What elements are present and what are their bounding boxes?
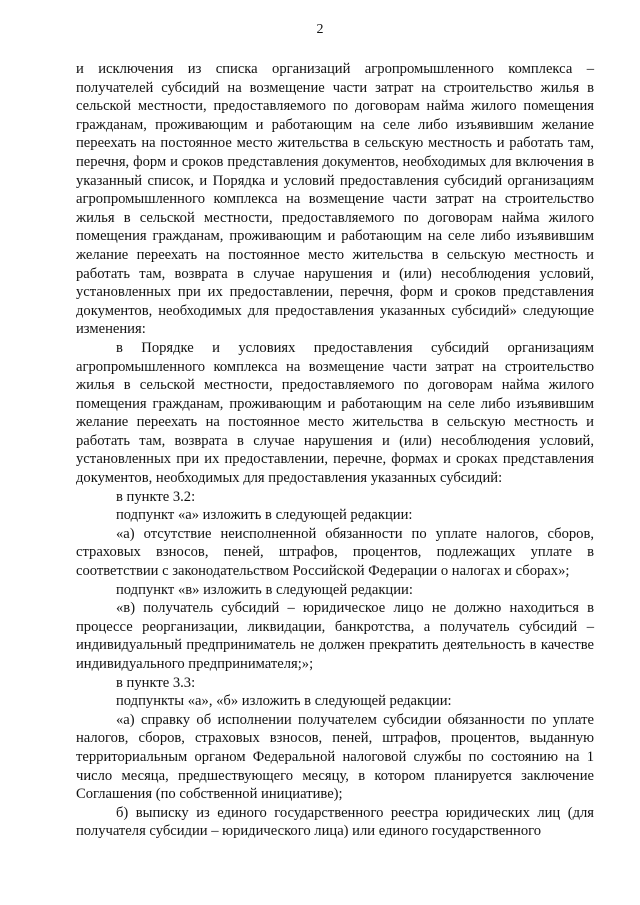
paragraph: подпункт «а» изложить в следующей редакции:: [116, 507, 413, 524]
paragraph: «а) справку об исполнении получателем субсидии обязанности по уплате налогов, сборов, страховых взносов, пеней, штрафов, процентов, выданную территориальным органом Федеральной налоговой службы по состоянию на 1 число месяца, предшествующего месяцу, в котором планируется заключение Соглашения (по собственной инициативе);: [76, 711, 594, 803]
paragraph: «а) отсутствие неисполненной обязанности по уплате налогов, сборов, страховых взносов, пеней, штрафов, процентов, подлежащих уплате в соответствии с законодательством Российской Федерации о налогах и сборах»;: [76, 525, 594, 580]
paragraph: и исключения из списка организаций агропромышленного комплекса – получателей субсидий на возмещение части затрат на строительство жилья в сельской местности, предоставляемого по договорам найма жилого помещения гражданам, проживающим и работающим на селе либо изъявившим желание переехать на постоянное место жительства в сельскую местность и работать там, перечня, форм и сроков представления документов, необходимых для включения в указанный список, и Порядка и условий предоставления субсидий организациям агропромышленного комплекса на возмещение части затрат на строительство жилья в сельской местности, предоставляемого по договорам найма жилого помещения гражданам, проживающим и работающим на селе либо изъявившим желание переехать на постоянное место жительства в сельскую местность и работать там, возврата в случае нарушения и (или) несоблюдения условий, установленных при их предоставлении, перечня, форм и сроков представления документов, необходимых для предоставления указанных субсидий» следующие изменения:: [76, 61, 594, 338]
paragraph: в пункте 3.3:: [116, 674, 196, 691]
paragraph: б) выписку из единого государственного реестра юридических лиц (для получателя субсидии – юридического лица) или единого государственного: [76, 804, 594, 840]
page-number: 2: [316, 22, 324, 37]
paragraph: подпункт «в» изложить в следующей редакции:: [116, 581, 413, 598]
paragraph: в Порядке и условиях предоставления субсидий организациям агропромышленного комплекса на возмещение части затрат на строительство жилья в сельской местности, предоставляемого по договорам найма жилого помещения гражданам, проживающим и работающим на селе либо изъявившим желание переехать на постоянное место жительства в сельскую местность и работать там, возврата в случае нарушения и (или) несоблюдения условий, установленных при их предоставлении, перечне, формах и сроках представления документов, необходимых для предоставления указанных субсидий:: [76, 339, 594, 487]
paragraph: в пункте 3.2:: [116, 488, 196, 505]
document-body: [76, 60, 594, 841]
paragraph: подпункты «а», «б» изложить в следующей редакции:: [116, 693, 452, 710]
paragraph: «в) получатель субсидий – юридическое лицо не должно находиться в процессе реорганизации, ликвидации, банкротства, а получатель субсидий – индивидуальный предприниматель не должен прекратить деятельность в качестве индивидуального предпринимателя;»;: [76, 600, 594, 672]
